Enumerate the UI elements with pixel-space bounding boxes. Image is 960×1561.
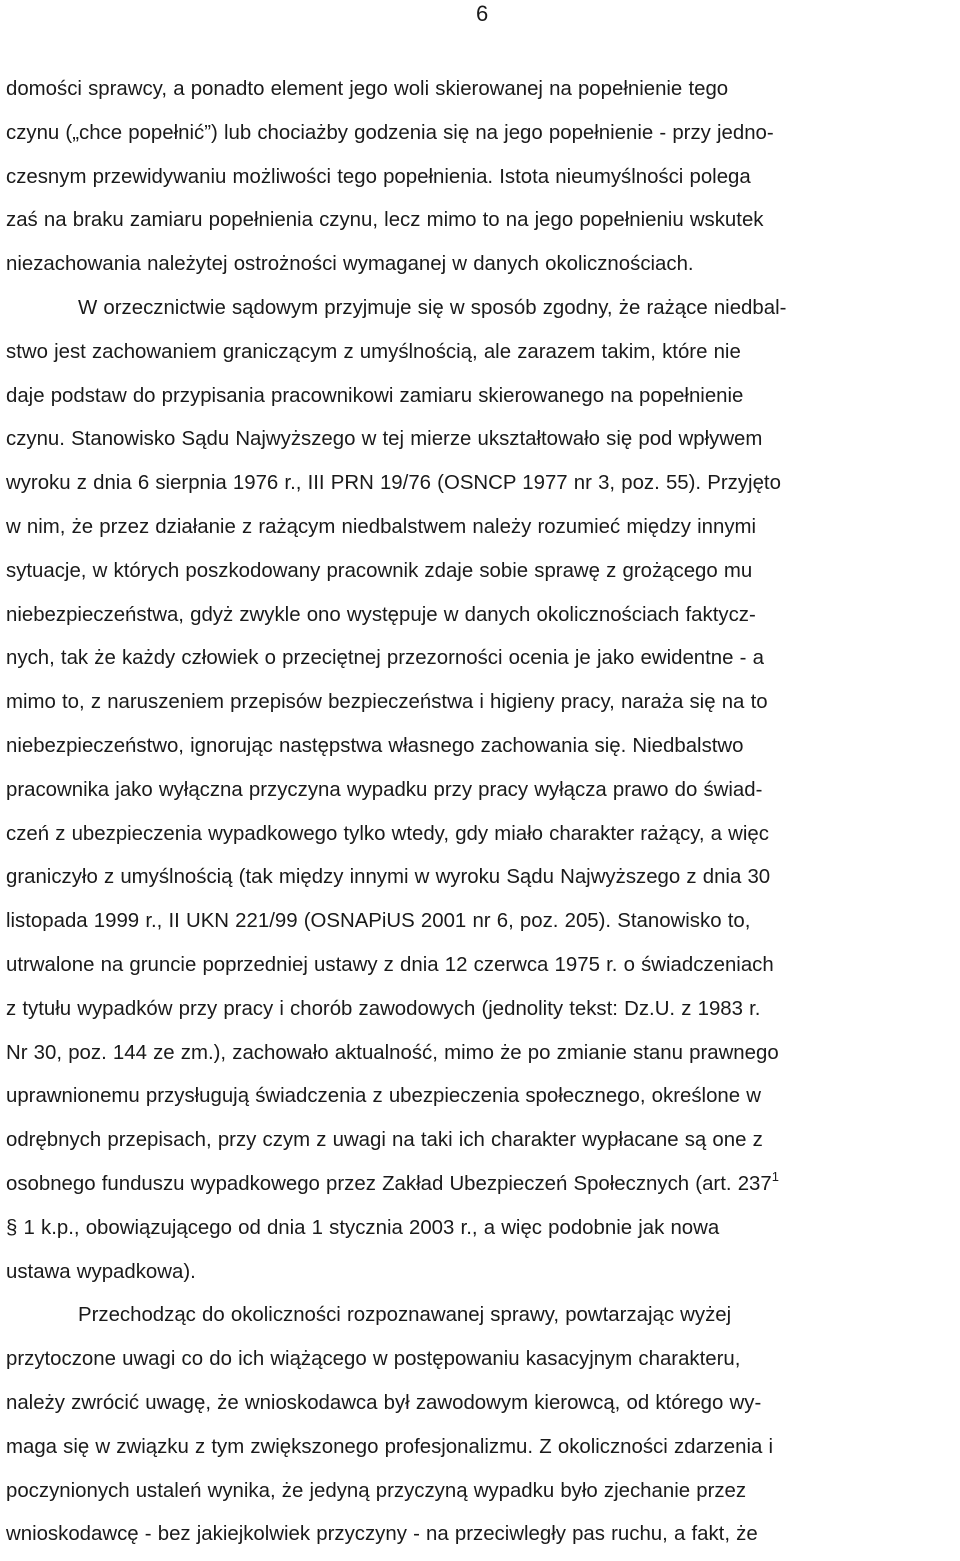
page-number: 6: [476, 1, 489, 26]
text-line: pracownika jako wyłączna przyczyna wypadku przy pracy wyłącza prawo do świad-: [6, 778, 763, 801]
text-line: z tytułu wypadków przy pracy i chorób zawodowych (jednolity tekst: Dz.U. z 1983 r.: [6, 997, 761, 1020]
text-line: uprawnionemu przysługują świadczenia z ubezpieczenia społecznego, określone w: [6, 1085, 761, 1108]
text-line: ustawa wypadkowa).: [6, 1260, 196, 1283]
text-line: czynu („chce popełnić”) lub chociażby godzenia się na jego popełnienie - przy jedno-: [6, 121, 774, 144]
text-line: daje podstaw do przypisania pracownikowi zamiaru skierowanego na popełnienie: [6, 384, 744, 407]
body-text: [6, 72, 956, 1561]
text-line: sytuacje, w których poszkodowany pracownik zdaje sobie sprawę z grożącego mu: [6, 559, 753, 582]
text-line: należy zwrócić uwagę, że wnioskodawca był zawodowym kierowcą, od którego wy-: [6, 1391, 762, 1414]
text-line: maga się w związku z tym zwiększonego profesjonalizmu. Z okoliczności zdarzenia i: [6, 1435, 774, 1458]
text-line: w nim, że przez działanie z rażącym niedbalstwem należy rozumieć między innymi: [6, 515, 757, 538]
text-line: odrębnych przepisach, przy czym z uwagi na taki ich charakter wypłacane są one z: [6, 1129, 763, 1152]
article-superscript: 1: [771, 1168, 779, 1184]
text-line: niezachowania należytej ostrożności wymaganej w danych okolicznościach.: [6, 253, 694, 276]
text-line: czesnym przewidywaniu możliwości tego popełnienia. Istota nieumyślności polega: [6, 165, 751, 188]
paragraph-start-line: Przechodząc do okoliczności rozpoznawanej sprawy, powtarzając wyżej: [78, 1304, 732, 1327]
text-line: niebezpieczeństwo, ignorując następstwa własnego zachowania się. Niedbalstwo: [6, 734, 744, 757]
text-line: wyroku z dnia 6 sierpnia 1976 r., III PRN 19/76 (OSNCP 1977 nr 3, poz. 55). Przyjęto: [6, 472, 781, 495]
text-line: czeń z ubezpieczenia wypadkowego tylko wtedy, gdy miało charakter rażący, a więc: [6, 822, 769, 845]
text-line-with-superscript: [6, 1167, 956, 1211]
paragraph-start-line: W orzecznictwie sądowym przyjmuje się w sposób zgodny, że rażące niedbal-: [78, 296, 787, 319]
text-line: graniczyło z umyślnością (tak między innymi w wyroku Sądu Najwyższego z dnia 30: [6, 866, 771, 889]
text-line: Nr 30, poz. 144 ze zm.), zachowało aktualność, mimo że po zmianie stanu prawnego: [6, 1041, 779, 1064]
text-line: listopada 1999 r., II UKN 221/99 (OSNAPiUS 2001 nr 6, poz. 205). Stanowisko to,: [6, 910, 751, 933]
text-line: mimo to, z naruszeniem przepisów bezpieczeństwa i higieny pracy, naraża się na to: [6, 691, 768, 714]
text-line: wnioskodawcę - bez jakiejkolwiek przyczyny - na przeciwległy pas ruchu, a fakt, że: [6, 1523, 758, 1546]
text-line: przytoczone uwagi co do ich wiążącego w postępowaniu kasacyjnym charakteru,: [6, 1348, 741, 1371]
text-line: stwo jest zachowaniem graniczącym z umyślnością, ale zarazem takim, które nie: [6, 340, 741, 363]
text-line: § 1 k.p., obowiązującego od dnia 1 stycznia 2003 r., a więc podobnie jak nowa: [6, 1216, 720, 1239]
text-line: niebezpieczeństwa, gdyż zwykle ono występuje w danych okolicznościach faktycz-: [6, 603, 756, 626]
text-line: domości sprawcy, a ponadto element jego woli skierowanej na popełnienie tego: [6, 78, 729, 100]
text-line: czynu. Stanowisko Sądu Najwyższego w tej mierze ukształtowało się pod wpływem: [6, 428, 763, 451]
text-line: nych, tak że każdy człowiek o przeciętnej przezorności ocenia je jako ewidentne - a: [6, 647, 764, 670]
line-text: osobnego funduszu wypadkowego przez Zakład Ubezpieczeń Społecznych (art. 237: [6, 1172, 772, 1195]
text-line: utrwalone na gruncie poprzedniej ustawy z dnia 12 czerwca 1975 r. o świadczeniach: [6, 953, 774, 976]
text-line: poczynionych ustaleń wynika, że jedyną przyczyną wypadku było zjechanie przez: [6, 1479, 747, 1502]
text-line: zaś na braku zamiaru popełnienia czynu, lecz mimo to na jego popełnieniu wskutek: [6, 209, 764, 232]
